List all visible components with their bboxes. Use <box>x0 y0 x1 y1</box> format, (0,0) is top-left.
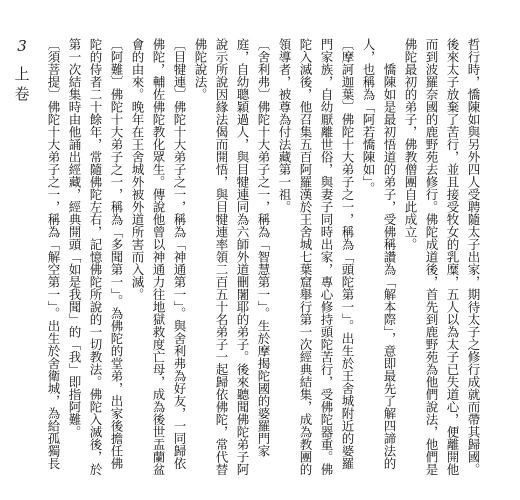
running-head <box>12 36 32 104</box>
paragraph: 〔舍利弗〕佛陀十大弟子之一，稱為「智慧第一」。生於摩揭陀國的婆羅門家庭，自幼聰穎過人，與目犍連同為六師外道刪闍耶的弟子。後來聽聞佛陀弟子阿說示所說因緣法偈而開悟，與目犍連率領二百五十名弟子一起歸依佛陀，常代替佛陀說法。 <box>193 38 271 476</box>
paragraph: 〔阿難〕佛陀十大弟子之一，稱為「多聞第一」。為佛陀的堂弟，出家後擔任佛陀的侍者二十餘年，常隨佛陀左右，記憶佛陀所說的一切教法。佛陀入滅後，於第一次結集時由他誦出經藏，經典開頭「如是我聞」的「我」即指阿難。 <box>67 38 124 476</box>
page-number: 3 <box>17 37 27 55</box>
paragraph: 哲行時，憍陳如與另外四人受聘隨太子出家，期待太子之修行成就而帶其歸國。後來太子放棄了苦行，並且接受牧女的乳糜，五人以為太子已失道心，便離開他而到波羅奈國的鹿野苑去修行。佛陀成道後，首先到鹿野苑為他們說法，他們是佛陀最初的弟子，佛教僧團自此成立。 <box>403 38 481 476</box>
volume-label: 上 <box>14 65 30 83</box>
paragraph: 〔須菩提〕佛陀十大弟子之一，稱為「解空第一」。出生於舍衛城，為給孤獨長 <box>46 38 61 470</box>
paragraph: 憍陳如是最初悟道的弟子，受佛稱讚為「解本際」，意即最先了解四諦法的人，也稱為「阿若憍陳如」。 <box>361 38 397 470</box>
vertical-text-body <box>44 38 484 478</box>
paragraph: 〔目犍連〕佛陀十大弟子之一，稱為「神通第一」。與舍利弗為好友，一同歸依佛陀，輔佐佛陀教化眾生。傳說他曾以神通力往地獄救度亡母，成為後世盂蘭盆會的由來。晚年在王舍城外被外道所害而入滅。 <box>130 38 187 476</box>
paragraph: 〔摩訶迦葉〕佛陀十大弟子之一，稱為「頭陀第一」。出生於王舍城附近的婆羅門家族，自幼厭離世俗，與妻子同時出家，專心修持頭陀苦行，受佛陀器重。佛陀入滅後，他召集五百阿羅漢於王舍城七葉窟舉行第一次經典結集，成為教團的領導者，被尊為付法藏第一祖。 <box>277 38 355 476</box>
volume-label-2: 卷 <box>14 85 30 103</box>
